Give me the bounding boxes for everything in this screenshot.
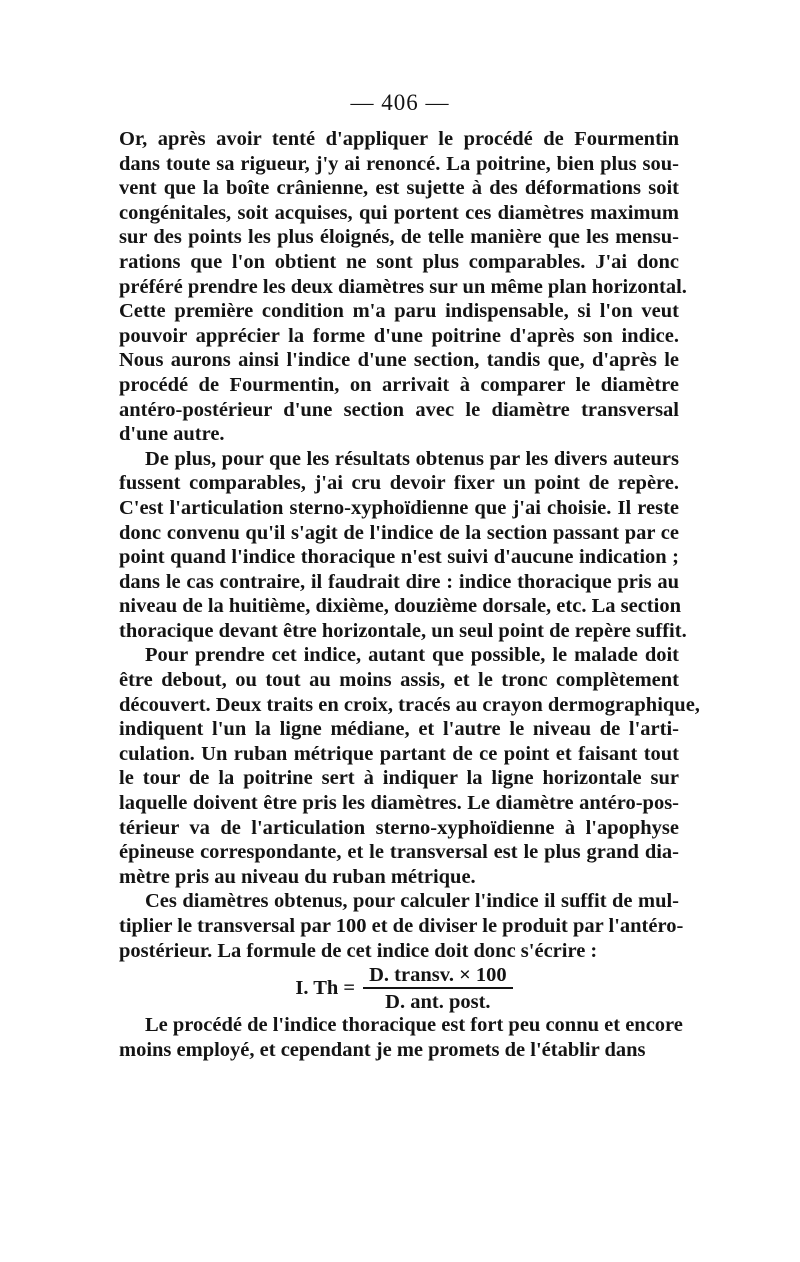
text-line: tiplier le transversal par 100 et de diviser le produit par l'antéro-: [119, 915, 684, 937]
text-line: découvert. Deux traits en croix, tracés au crayon dermographique,: [119, 693, 700, 716]
text-line: pouvoir apprécier la forme d'une poitrine d'après son indice.: [119, 324, 679, 347]
text-line: le tour de la poitrine sert à indiquer la ligne horizontale sur: [119, 767, 679, 790]
text-line: Pour prendre cet indice, autant que possible, le malade doit: [145, 644, 679, 667]
text-line: rations que l'on obtient ne sont plus comparables. J'ai donc: [119, 250, 679, 273]
text-line: préféré prendre les deux diamètres sur un même plan horizontal.: [119, 275, 687, 298]
text-line: mètre pris au niveau du ruban métrique.: [119, 865, 476, 888]
body-text: [119, 127, 700, 1062]
text-line: térieur va de l'articulation sterno-xyphoïdienne à l'apophyse: [119, 816, 679, 839]
paragraph: [119, 447, 687, 644]
text-line: Cette première condition m'a paru indispensable, si l'on veut: [119, 300, 679, 323]
paragraphs: [119, 127, 700, 963]
text-line: culation. Un ruban métrique partant de ce point et faisant tout: [119, 742, 679, 765]
text-line: antéro-postérieur d'une section avec le diamètre transversal: [119, 398, 679, 421]
text-line: donc convenu qu'il s'agit de l'indice de la section passant par ce: [119, 521, 679, 544]
text-line: postérieur. La formule de cet indice doit donc s'écrire :: [119, 939, 598, 962]
formula-denominator: D. ant. post.: [385, 990, 491, 1013]
thoracic-index-formula: [129, 963, 679, 1013]
text-line: fussent comparables, j'ai cru devoir fixer un point de repère.: [119, 472, 679, 495]
text-line: vent que la boîte crânienne, est sujette à des déformations soit: [119, 177, 679, 200]
formula-lhs: I. Th =: [295, 976, 356, 999]
text-line: dans toute sa rigueur, j'y ai renoncé. La poitrine, bien plus sou-: [119, 152, 679, 175]
text-line: Nous aurons ainsi l'indice d'une section, tandis que, d'après le: [119, 349, 679, 372]
closing-paragraph: [119, 1013, 683, 1062]
paragraph: [119, 643, 700, 889]
text-line: Or, après avoir tenté d'appliquer le procédé de Fourmentin: [119, 128, 679, 150]
text-line: De plus, pour que les résultats obtenus par les divers auteurs: [145, 447, 679, 470]
formula-numerator: D. transv. × 100: [363, 964, 513, 989]
text-line: sur des points les plus éloignés, de telle manière que les mensu-: [119, 226, 679, 249]
text-line: thoracique devant être horizontale, un seul point de repère suffit.: [119, 619, 687, 642]
text-line: C'est l'articulation sterno-xyphoïdienne que j'ai choisie. Il reste: [119, 496, 679, 519]
text-line: Le procédé de l'indice thoracique est fort peu connu et encore: [145, 1014, 683, 1037]
text-line: procédé de Fourmentin, on arrivait à comparer le diamètre: [119, 373, 679, 396]
text-line: dans le cas contraire, il faudrait dire : indice thoracique pris au: [119, 570, 679, 593]
text-line: congénitales, soit acquises, qui portent ces diamètres maximum: [119, 201, 679, 224]
formula-fraction: [363, 964, 513, 1013]
text-line: indiquent l'un la ligne médiane, et l'autre le niveau de l'arti-: [119, 718, 679, 741]
text-line: d'une autre.: [119, 423, 225, 446]
text-line: Ces diamètres obtenus, pour calculer l'indice il suffit de mul-: [145, 890, 679, 913]
text-line: niveau de la huitième, dixième, douzième dorsale, etc. La section: [119, 595, 681, 618]
text-line: être debout, ou tout au moins assis, et le tronc complètement: [119, 669, 679, 692]
text-line: moins employé, et cependant je me promets de l'établir dans: [119, 1038, 646, 1061]
text-line: point quand l'indice thoracique n'est suivi d'aucune indication ;: [119, 546, 679, 569]
paragraph: [119, 889, 684, 963]
page-number: — 406 —: [350, 90, 450, 115]
text-line: épineuse correspondante, et le transversal est le plus grand dia-: [119, 841, 679, 864]
text-line: laquelle doivent être pris les diamètres. Le diamètre antéro-pos-: [119, 792, 679, 815]
paragraph: [119, 127, 687, 447]
paragraph: [119, 1013, 683, 1062]
